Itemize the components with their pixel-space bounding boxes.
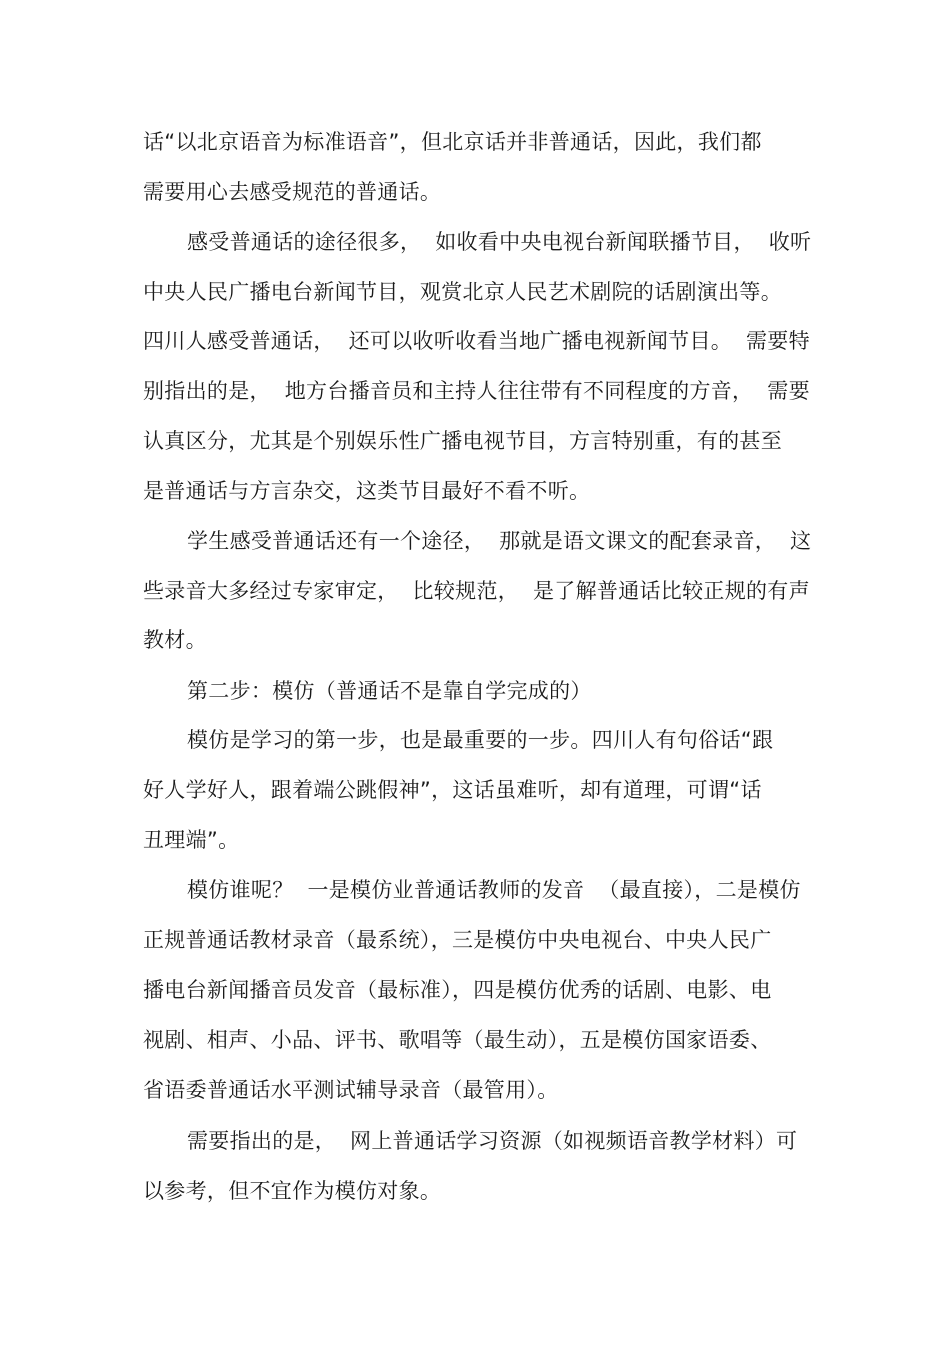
text-line: 以参考，但不宜作为模仿对象。 (143, 1179, 442, 1203)
text-line: 是普通话与方言杂交，这类节目最好不看不听。 (143, 479, 591, 503)
text-line: 认真区分，尤其是个别娱乐性广播电视节目，方言特别重，有的甚至 (143, 429, 782, 453)
text-line: 需要用心去感受规范的普通话。 (143, 180, 442, 204)
text-line: 播电台新闻播音员发音（最标准），四是模仿优秀的话剧、电影、电 (143, 978, 772, 1002)
text-line: 省语委普通话水平测试辅导录音（最管用）。 (143, 1078, 559, 1102)
paragraph-start-line: 模仿是学习的第一步，也是最重要的一步。四川人有句俗话“跟 (187, 728, 774, 752)
text-line: 教材。 (143, 628, 207, 652)
text-line: 别指出的是， 地方台播音员和主持人往往带有不同程度的方音， 需要 (143, 379, 810, 403)
paragraph-start-line: 学生感受普通话还有一个途径， 那就是语文课文的配套录音， 这 (187, 529, 812, 553)
paragraph-start-line: 模仿谁呢？ 一是模仿业普通话教师的发音 （最直接），二是模仿 (187, 878, 801, 902)
text-line: 视剧、相声、小品、评书、歌唱等（最生动），五是模仿国家语委、 (143, 1028, 772, 1052)
text-line: 些录音大多经过专家审定， 比较规范， 是了解普通话比较正规的有声 (143, 579, 810, 603)
text-line: 四川人感受普通话， 还可以收听收看当地广播电视新闻节目。 需要特 (143, 329, 810, 353)
paragraph-start-line: 感受普通话的途径很多， 如收看中央电视台新闻联播节目， 收听 (187, 230, 812, 254)
text-line: 好人学好人，跟着端公跳假神”，这话虽难听，却有道理，可谓“话 (143, 778, 762, 802)
text-line: 正规普通话教材录音（最系统），三是模仿中央电视台、中央人民广 (143, 928, 772, 952)
text-line: 丑理端”。 (143, 828, 240, 852)
text-line: 话“以北京语音为标准语音”，但北京话并非普通话，因此，我们都 (143, 130, 762, 154)
text-line: 中央人民广播电台新闻节目，观赏北京人民艺术剧院的话剧演出等。 (143, 280, 782, 304)
paragraph-start-line: 需要指出的是， 网上普通话学习资源（如视频语音教学材料）可 (187, 1129, 798, 1153)
section-heading: 第二步：模仿（普通话不是靠自学完成的） (187, 679, 592, 703)
